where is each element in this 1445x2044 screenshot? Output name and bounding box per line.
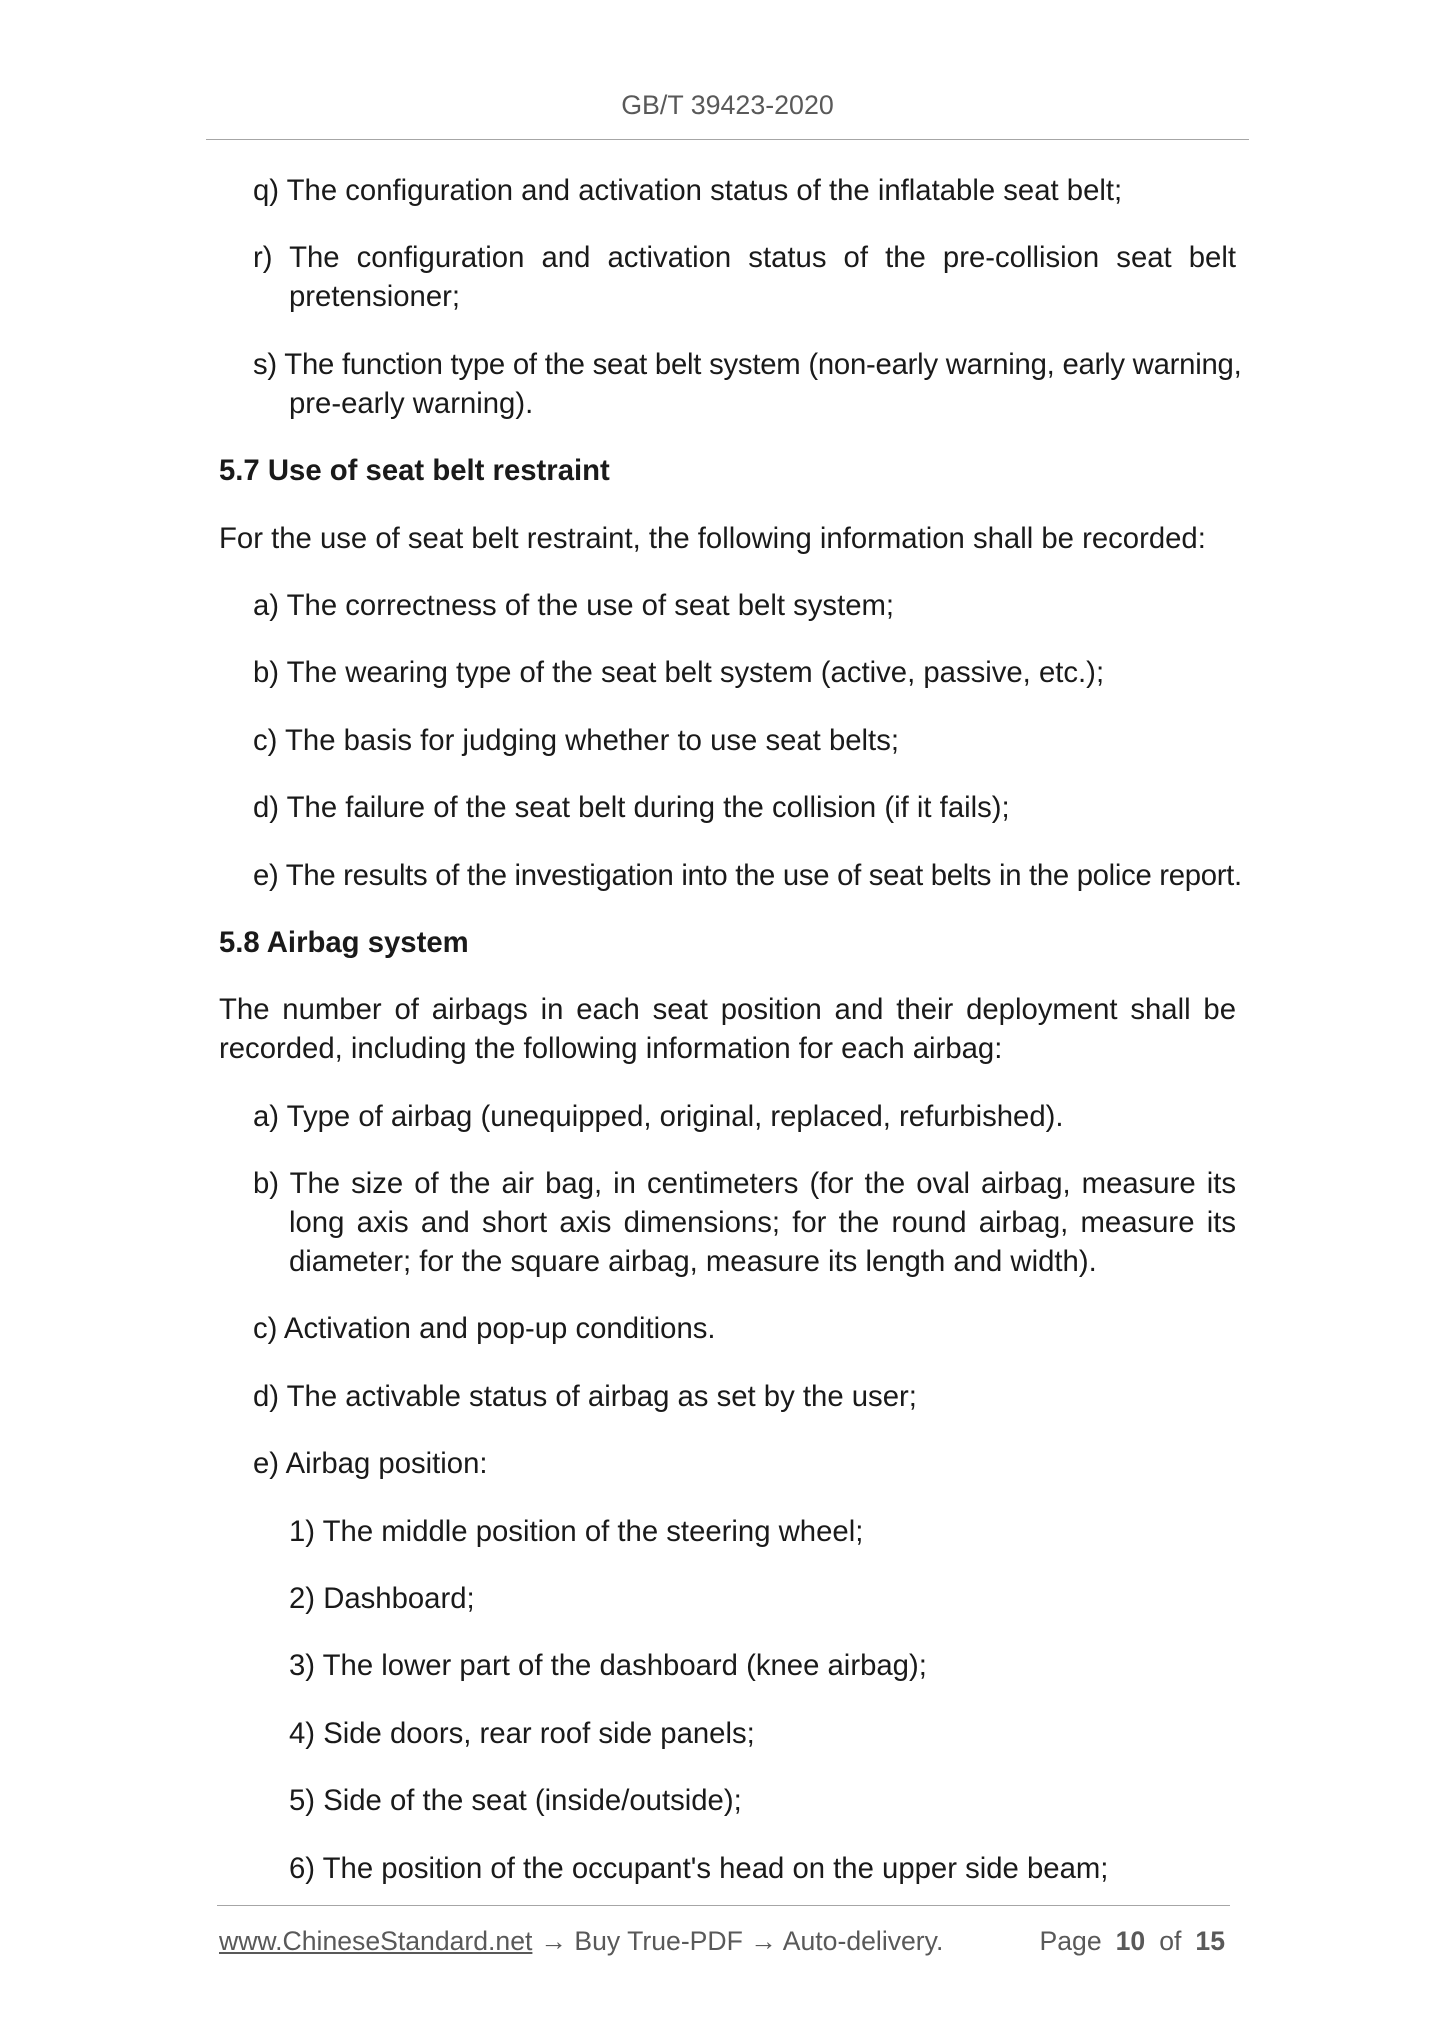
list-item: d) The failure of the seat belt during the collision (if it fails); bbox=[253, 791, 1010, 825]
section-intro: For the use of seat belt restraint, the following information shall be recorded: bbox=[219, 521, 1206, 555]
list-item-line: d) The activable status of airbag as set by the user; bbox=[253, 1379, 917, 1413]
page-of-label: of bbox=[1159, 1926, 1182, 1956]
list-item: e) The results of the investigation into the use of seat belts in the police report. bbox=[253, 858, 1242, 892]
airbag-position-item: 3) The lower part of the dashboard (knee airbag); bbox=[289, 1649, 927, 1683]
section-heading: 5.8 Airbag system bbox=[219, 925, 469, 959]
airbag-position-item: 5) Side of the seat (inside/outside); bbox=[289, 1784, 742, 1818]
airbag-position-item: 1) The middle position of the steering wheel; bbox=[289, 1514, 864, 1548]
list-item bbox=[0, 1444, 1445, 1483]
section-intro-line: recorded, including the following information for each airbag: bbox=[219, 1032, 1003, 1066]
footer-divider bbox=[217, 1905, 1230, 1906]
list-item bbox=[0, 1164, 1445, 1281]
list-item: c) The basis for judging whether to use seat belts; bbox=[253, 723, 899, 757]
list-item bbox=[0, 1377, 1445, 1416]
section-intro-line: The number of airbags in each seat position and their deployment shall be bbox=[219, 993, 1236, 1027]
section-heading: 5.7 Use of seat belt restraint bbox=[219, 454, 610, 488]
section-intro bbox=[0, 990, 1445, 1068]
list-item bbox=[0, 171, 1445, 210]
list-item bbox=[0, 1097, 1445, 1136]
continued-list bbox=[0, 171, 1445, 423]
list-item-line: diameter; for the square airbag, measure its length and width). bbox=[289, 1245, 1097, 1279]
airbag-position-item: 2) Dashboard; bbox=[289, 1582, 475, 1616]
list-item-line: long axis and short axis dimensions; for the round airbag, measure its bbox=[289, 1206, 1236, 1240]
footer-promo bbox=[219, 1924, 943, 1958]
list-item-line: r) The configuration and activation status of the pre-collision seat belt bbox=[253, 241, 1236, 275]
footer-promo-text: → Buy True-PDF → Auto-delivery. bbox=[540, 1926, 944, 1956]
section-5-7 bbox=[0, 451, 1445, 894]
list-item bbox=[0, 345, 1445, 423]
list-item: b) The wearing type of the seat belt system (active, passive, etc.); bbox=[253, 656, 1105, 690]
list-item-line: e) Airbag position: bbox=[253, 1447, 488, 1481]
airbag-position-item: 6) The position of the occupant's head on the upper side beam; bbox=[289, 1851, 1109, 1885]
standard-code: GB/T 39423-2020 bbox=[621, 90, 834, 120]
list-item-line: c) Activation and pop-up conditions. bbox=[253, 1312, 716, 1346]
list-item bbox=[0, 238, 1445, 316]
page-label: Page bbox=[1039, 1926, 1102, 1956]
list-item bbox=[0, 1309, 1445, 1348]
list-item-line: pretensioner; bbox=[289, 280, 461, 314]
page-indicator bbox=[1040, 1924, 1225, 1958]
document-body bbox=[0, 171, 1445, 1916]
list-item-line: q) The configuration and activation status of the inflatable seat belt; bbox=[253, 174, 1123, 207]
list-item-line: b) The size of the air bag, in centimeters (for the oval airbag, measure its bbox=[253, 1167, 1236, 1201]
list-item: a) The correctness of the use of seat belt system; bbox=[253, 588, 895, 622]
total-pages-number: 15 bbox=[1195, 1926, 1225, 1956]
current-page-number: 10 bbox=[1115, 1926, 1146, 1956]
section-5-8 bbox=[0, 923, 1445, 1888]
list-item-line: s) The function type of the seat belt system (non-early warning, early warning, bbox=[253, 347, 1242, 381]
list-item-line: pre-early warning). bbox=[289, 386, 534, 420]
website-link[interactable]: www.ChineseStandard.net bbox=[219, 1926, 533, 1956]
list-item-line: a) Type of airbag (unequipped, original, replaced, refurbished). bbox=[253, 1099, 1064, 1133]
airbag-position-item: 4) Side doors, rear roof side panels; bbox=[289, 1716, 755, 1750]
header-divider bbox=[206, 139, 1249, 140]
